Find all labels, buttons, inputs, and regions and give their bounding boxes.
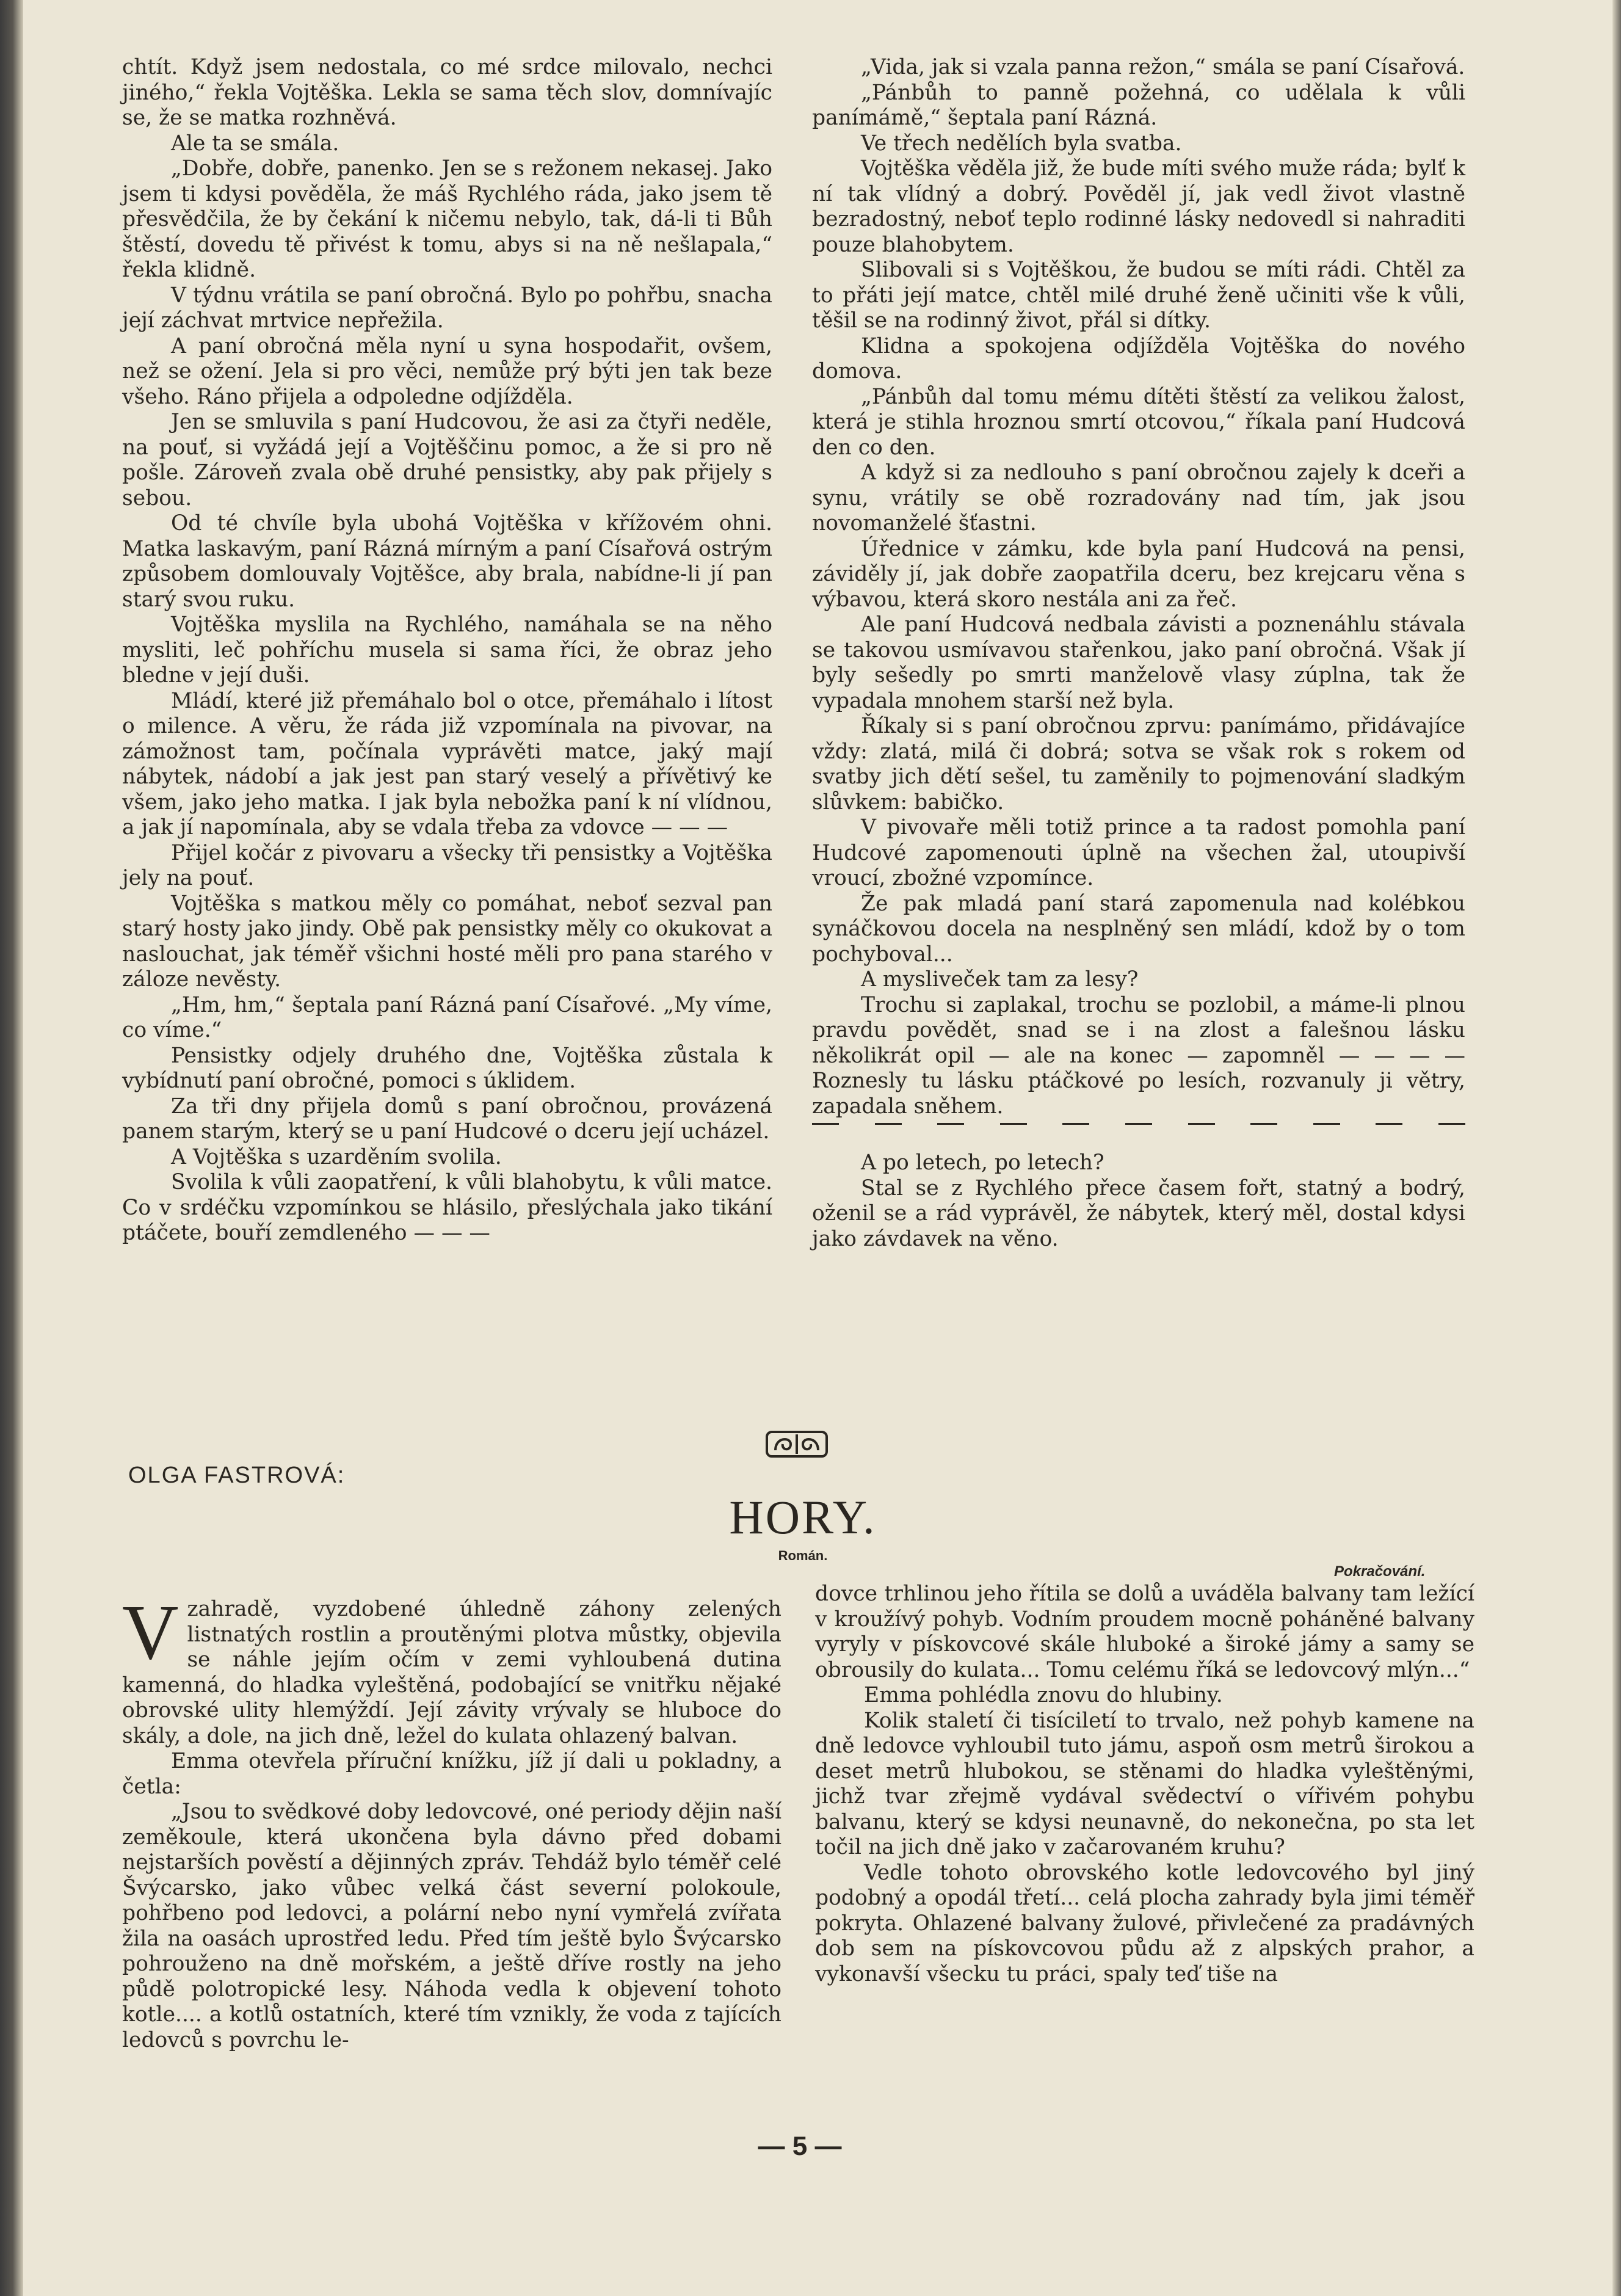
paragraph: A mysliveček tam za lesy? [861,967,1139,992]
top-right-column [812,55,1465,1252]
top-right-paragraphs [812,55,1465,1119]
paragraph: Úřednice v zámku, kde byla paní Hudcová na pensi, záviděly jí, jak dobře zaopatřila dceru, bez krejcaru věna s výbavou, která skoro nestála ani za řeč. [812,536,1465,612]
opening-paragraph [122,1589,781,1749]
bottom-left-column [122,1589,781,2053]
paragraph: Stal se z Rychlého přece časem fořt, statný a bodrý, oženil se a rád vyprávěl, že nábytek, který měl, dostal kdysi jako závdavek na věno. [812,1175,1465,1251]
paragraph: Vedle tohoto obrovského kotle ledovcového byl jiný podobný a opodál třetí... celá plocha zahrady byla jimi téměř pokryta. Ohlazené balvany žulové, přivlečené za pradávných dob sem na pískovcovou půdu až z alpských prahor, a vykonavší všecku tu práci, spaly teď tiše na [815,1860,1474,1986]
paragraph: „Pánbůh to panně požehná, co udělala k vůli panímámě,“ šeptala paní Rázná. [812,80,1465,130]
bottom-right-column [815,1582,1474,1987]
paragraph: Ve třech nedělích byla svatba. [861,131,1182,156]
paragraph: A Vojtěška s uzarděním svolila. [171,1144,502,1169]
paragraph: „Hm, hm,“ šeptala paní Rázná paní Císařové. „My víme, co víme.“ [122,992,772,1042]
paragraph: Vojtěška věděla již, že bude míti svého muže ráda; bylť k ní tak vlídný a dobrý. Pověděl jí, jak vedl život vlastně bezradostný, neboť teplo rodinné lásky nedovedl si nahraditi pouze blahobytem. [812,156,1465,257]
paragraph: Pensistky odjely druhého dne, Vojtěška zůstala k vybídnutí paní obročné, pomoci s úklidem. [122,1043,772,1093]
paragraph: Trochu si zaplakal, trochu se pozlobil, a máme-li plnou pravdu povědět, snad se i na zlost a falešnou lásku několikrát opil — ale na konec — zapomněl — — — — Roznesly tu lásku ptáčkové po lesích, rozvanuly ji větry, zapadala sněhem. [812,992,1465,1119]
paragraph: „Pánbůh dal tomu mému dítěti štěstí za velikou žalost, která je stihla hroznou smrtí otcovou,“ říkala paní Hudcová den co den. [812,384,1465,460]
paragraph: Od té chvíle byla ubohá Vojtěška v křížovém ohni. Matka laskavým, paní Rázná mírným a paní Císařová ostrým způsobem domlouvaly Vojtěšce, aby brala, nabídne-li jí pan starý svou ruku. [122,511,772,612]
article-title: HORY. [729,1491,877,1544]
paragraph: Emma pohlédla znovu do hlubiny. [864,1683,1223,1707]
ornament-divider-icon [763,1426,830,1462]
paragraph: Emma otevřela příruční knížku, jíž jí dali u pokladny, a četla: [122,1749,781,1799]
paragraph: Kolik staletí či tisíciletí to trvalo, než pohyb kamene na dně ledovce vyhloubil tuto jámu, aspoň osm metrů širokou a deset metrů hlubokou, se stěnami do hladka vyleštěnými, jichž tvar zřejmě vydával svědectví o vířivém pohybu balvanu, který se kdysi neunavně, do nekonečna, po sta let točil na jich dně jako v začarovaném kruhu? [815,1708,1474,1859]
paragraph: „Dobře, dobře, panenko. Jen se s režonem nekasej. Jako jsem ti kdysi pověděla, že máš Rychlého ráda, jako jsem tě přesvědčila, že by čekání k ničemu nebylo, tak, dá-li ti Bůh štěstí, dovedu tě přivést k tomu, abys si na ně nešlapala,“ řekla klidně. [122,156,772,282]
paragraph: Vojtěška s matkou měly co pomáhat, neboť sezval pan starý hosty jako jindy. Obě pak pensistky měly co okukovat a naslouchat, jak téměř všichni hosté měli pro pana starého v záloze nevěsty. [122,891,772,992]
paragraph: Svolila k vůli zaopatření, k vůli blahobytu, k vůli matce. Co v srdéčku vzpomínkou se hlásilo, přeslýchala jako tikání ptáčete, bouří zemdleného — — — [122,1170,772,1245]
paragraph: Za tři dny přijela domů s paní obročnou, provázená panem starým, který se u paní Hudcové o dceru její ucházel. [122,1094,772,1144]
paragraph: A paní obročná měla nyní u syna hospodařit, ovšem, než se ožení. Jela si pro věci, nemůže prý býti jen tak beze všeho. Ráno přijela a odpoledne odjížděla. [122,333,772,409]
section-dash-separator [812,1123,1465,1125]
paragraph: „Vida, jak si vzala panna režon,“ smála se paní Císařová. [861,55,1465,79]
book-spine-shadow [0,0,23,2296]
paragraph: Jen se smluvila s paní Hudcovou, že asi za čtyři neděle, na pouť, si vyžádá její a Vojtěščinu pomoc, a že si pro ně pošle. Zároveň zvala obě druhé pensistky, aby pak přijely s sebou. [122,410,772,510]
top-right-closing-paragraphs [812,1150,1465,1252]
article-subtitle: Román. [778,1548,828,1563]
paragraph: Mládí, které již přemáhalo bol o otce, přemáhalo i lítost o milence. A věru, že ráda již vzpomínala na pivovar, na zámožnost tam, počínala vyprávěti matce, jaký mají nábytek, nádobí a jak jest pan starý veselý a přívětivý ke všem, jako jeho matka. I jak byla nebožka paní k ní vlídnou, a jak jí napomínala, aby se vdala třeba za vdovce — — — [122,688,772,840]
paragraph: chtít. Když jsem nedostala, co mé srdce milovalo, nechci jiného,“ řekla Vojtěška. Lekla se sama těch slov, domnívajíc se, že se matka rozhněvá. [122,55,772,130]
paragraph: V týdnu vrátila se paní obročná. Bylo po pohřbu, snacha její záchvat mrtvice nepřežila. [122,283,772,333]
paragraph: A po letech, po letech? [861,1150,1104,1175]
paragraph: dovce trhlinou jeho řítila se dolů a uváděla balvany tam ležící v kroužívý pohyb. Vodním proudem mocně poháněné balvany vyryly v pískovcové skále hluboké a široké jámy a samy se obrousily do kulata... Tomu celému říká se ledovcový mlýn...“ [815,1582,1474,1682]
paragraph: Vojtěška myslila na Rychlého, namáhala se na něho mysliti, leč pohříchu musela si sama říci, že obraz jeho bledne v její duši. [122,612,772,688]
bottom-left-paragraphs [122,1749,781,2053]
paragraph: „Jsou to svědkové doby ledovcové, oné periody dějin naší zeměkoule, která ukončena byla dávno před dobami nejstarších pověstí a dějinných zpráv. Tehdáž bylo téměř celé Švýcarsko, jako vůbec velká část severní polokoule, pohřbeno pod ledovci, a polární nebo nyní vymřelá zvířata žila na oasách uprostřed ledu. Před tím ještě bylo Švýcarsko pohrouženo na dně mořském, a ještě dříve rostly na jeho půdě polotropické lesy. Náhoda vedla k objevení tohoto kotle.... a kotlů ostatních, které tím vznikly, že voda z tajících ledovců s povrchu le- [122,1800,781,2052]
opening-text: zahradě, vyzdobené úhledně záhony zelených listnatých rostlin a proutěnými plotva můstky, objevila se náhle jejím očím v zemi vyhloubená dutina kamenná, do hladka vyleštěná, podobající se vnitřku nějaké obrovské ulity hlemýždí. Její závity vrývaly se hluboce do skály, a dole, na jich dně, ležel do kulata ohlazený balvan. [122,1597,781,1748]
paragraph: Ale ta se smála. [171,131,339,156]
page-number: — 5 — [758,2131,842,2161]
top-left-column [122,55,772,1246]
continuation-note: Pokračování. [1334,1563,1426,1580]
drop-cap: V [122,1589,179,1676]
paragraph: V pivovaře měli totiž prince a ta radost pomohla paní Hudcové zapomenouti úplně na všechen žal, utoupivší vroucí, zbožné vzpomínce. [812,815,1465,890]
paragraph: Klidna a spokojena odjížděla Vojtěška do nového domova. [812,333,1465,383]
paragraph: Ale paní Hudcová nedbala závisti a poznenáhlu stávala se takovou usmívavou stařenkou, jako paní obročná. Však jí byly sešedly po smrti manželově vlasy zúplna, tak že vypadala mnohem starší než byla. [812,612,1465,713]
paragraph: A když si za nedlouho s paní obročnou zajely k dceři a synu, vrátily se obě rozradovány nad tím, jak jsou novomanželé šťastni. [812,460,1465,536]
page-edge [1612,0,1621,2296]
author-name: OLGA FASTROVÁ: [128,1462,346,1488]
paragraph: Slibovali si s Vojtěškou, že budou se míti rádi. Chtěl za to přáti její matce, chtěl milé druhé ženě učiniti vše k vůli, těšil se na rodinný život, přál si dítky. [812,258,1465,333]
paragraph: Že pak mladá paní stará zapomenula nad kolébkou synáčkovou docela na nesplněný sen mládí, kdož by o tom pochyboval... [812,891,1465,967]
paragraph: Říkaly si s paní obročnou zprvu: panímámo, přidávajíce vždy: zlatá, milá či dobrá; sotva se však rok s rokem od svatby jich dětí sešel, tu zaměnily to pojmenování sladkým slůvkem: babičko. [812,714,1465,815]
paragraph: Přijel kočár z pivovaru a všecky tři pensistky a Vojtěška jely na pouť. [122,840,772,890]
